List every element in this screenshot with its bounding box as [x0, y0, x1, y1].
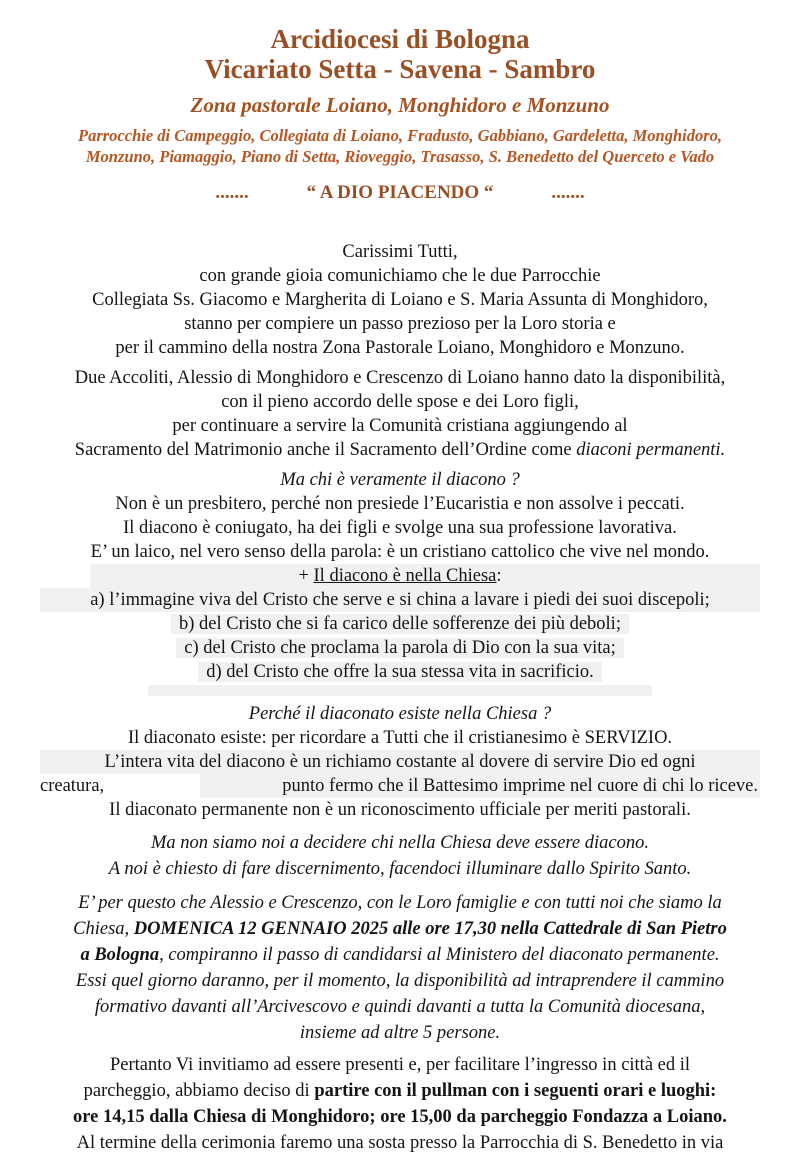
section-heading-diacono: Ma chi è veramente il diacono ?	[280, 470, 520, 490]
text-line: A noi è chiesto di fare discernimento, facendoci illuminare dallo Spirito Santo.	[108, 859, 692, 879]
motto-dots-right: .......	[551, 182, 585, 203]
text-line: Al termine della cerimonia faremo una sosta presso la Parrocchia di S. Benedetto in via	[76, 1133, 724, 1153]
text-line: Carissimi Tutti,	[342, 242, 458, 262]
underlined-phrase: Il diacono è nella Chiesa	[313, 566, 497, 586]
text-line: E’ un laico, nel vero senso della parola: è un cristiano cattolico che vive nel mondo.	[90, 542, 710, 562]
text-line	[40, 438, 760, 462]
section-diaconate-purpose	[40, 702, 760, 822]
text-line: insieme ad altre 5 persone.	[299, 1023, 501, 1043]
text-run: Chiesa,	[73, 919, 134, 939]
pastoral-zone-subtitle: Zona pastorale Loiano, Monghidoro e Monzuno	[190, 93, 610, 117]
text-run: +	[298, 566, 314, 586]
motto-text: “ A DIO PIACENDO “	[306, 182, 494, 203]
highlighted-line: L’intera vita del diacono è un richiamo costante al dovere di servire Dio ed ogni	[40, 750, 760, 774]
deacon-in-church-line	[40, 564, 760, 588]
text-line: con grande gioia comunichiamo che le due Parrocchie	[199, 266, 601, 286]
text-run: Sacramento del Matrimonio anche il Sacramento dell’Ordine come	[74, 440, 577, 460]
text-line: per continuare a servire la Comunità cristiana aggiungendo al	[172, 416, 628, 436]
text-line: Essi quel giorno daranno, per il momento, la disponibilità ad intraprendere il cammino	[75, 971, 725, 991]
text-line: per il cammino della nostra Zona Pastorale Loiano, Monghidoro e Monzuno.	[115, 338, 685, 358]
text-line: Non è un presbitero, perché non presiede l’Eucaristia e non assolve i peccati.	[115, 494, 685, 514]
highlighted-text: d) del Cristo che offre la sua stessa vita in sacrificio.	[198, 662, 602, 682]
event-date-bold: DOMENICA 12 GENNAIO 2025 alle ore 17,30 nella Cattedrale di San Pietro	[133, 919, 727, 939]
text-line: Due Accoliti, Alessio di Monghidoro e Crescenzo di Loiano hanno dato la disponibilità,	[74, 368, 726, 388]
parish-list: Parrocchie di Campeggio, Collegiata di Loiano, Fradusto, Gabbiano, Gardeletta, Monghidoro, Monzuno, Piamaggio, Piano di Setta, Rioveggio, Trasasso, S. Benedetto del Querceto e Vado	[78, 126, 722, 166]
highlighted-text: c) del Cristo che proclama la parola di Dio con la sua vita;	[176, 638, 624, 658]
section-heading-diaconato: Perché il diaconato esiste nella Chiesa ?	[248, 704, 552, 724]
diocese-title: Arcidiocesi di Bologna	[270, 24, 530, 54]
text-line	[40, 942, 760, 968]
text-run: parcheggio, abbiamo deciso di	[83, 1081, 315, 1101]
text-line: Ma non siamo noi a decidere chi nella Chiesa deve essere diacono.	[150, 833, 649, 853]
text-line: Pertanto Vi invitiamo ad essere presenti e, per facilitare l’ingresso in città ed il	[109, 1055, 691, 1075]
text-run: creatura,	[40, 776, 105, 796]
text-line: Il diacono è coniugato, ha dei figli e svolge una sua professione lavorativa.	[123, 518, 677, 538]
text-line	[40, 1078, 760, 1104]
text-line: E’ per questo che Alessio e Crescenzo, con le Loro famiglie e con tutti noi che siamo la	[78, 893, 722, 913]
text-line: Collegiata Ss. Giacomo e Margherita di Loiano e S. Maria Assunta di Monghidoro,	[92, 290, 708, 310]
paragraph-invito	[40, 1052, 760, 1156]
text-run: , compiranno il passo di candidarsi al Ministero del diaconato permanente.	[159, 945, 720, 965]
diaconi-permanenti-italic: diaconi permanenti.	[576, 440, 726, 460]
text-line: Il diaconato permanente non è un riconoscimento ufficiale per meriti pastorali.	[109, 800, 691, 820]
highlighted-text: punto fermo che il Battesimo imprime nel cuore di chi lo riceve.	[200, 774, 760, 798]
motto-line	[40, 182, 760, 204]
list-item-b	[40, 612, 760, 636]
paragraph-candidatura	[40, 890, 760, 1046]
list-item-c	[40, 636, 760, 660]
list-item-d	[40, 660, 760, 684]
vicariate-title: Vicariato Setta - Savena - Sambro	[204, 54, 596, 84]
text-run: :	[496, 566, 502, 586]
bus-schedule-bold: ore 14,15 dalla Chiesa di Monghidoro; ore 15,00 da parcheggio Fondazza a Loiano.	[73, 1107, 727, 1127]
text-line: stanno per compiere un passo prezioso per la Loro storia e	[184, 314, 616, 334]
highlighted-text: b) del Cristo che si fa carico delle sofferenze dei più deboli;	[171, 614, 629, 634]
paragraph-greeting	[40, 240, 760, 360]
event-place-bold: a Bologna	[80, 945, 160, 965]
letterhead	[40, 24, 760, 204]
paragraph-announcement	[40, 366, 760, 462]
text-line: formativo davanti all’Arcivescovo e quindi davanti a tutta la Comunità diocesana,	[94, 997, 706, 1017]
text-line: Il diaconato esiste: per ricordare a Tutti che il cristianesimo è SERVIZIO.	[127, 728, 673, 748]
text-line	[40, 916, 760, 942]
list-item-a: a) l’immagine viva del Cristo che serve e si china a lavare i piedi dei suoi discepoli;	[40, 588, 760, 612]
letter-body	[40, 240, 760, 1156]
motto-dots-left: .......	[215, 182, 249, 203]
section-deacon-definition	[40, 468, 760, 696]
creatura-line	[40, 774, 760, 798]
bus-info-bold: partire con il pullman con i seguenti orari e luoghi:	[314, 1081, 717, 1101]
text-line: con il pieno accordo delle spose e dei Loro figli,	[221, 392, 579, 412]
highlight-strip	[148, 685, 652, 696]
paragraph-discernimento	[40, 830, 760, 882]
